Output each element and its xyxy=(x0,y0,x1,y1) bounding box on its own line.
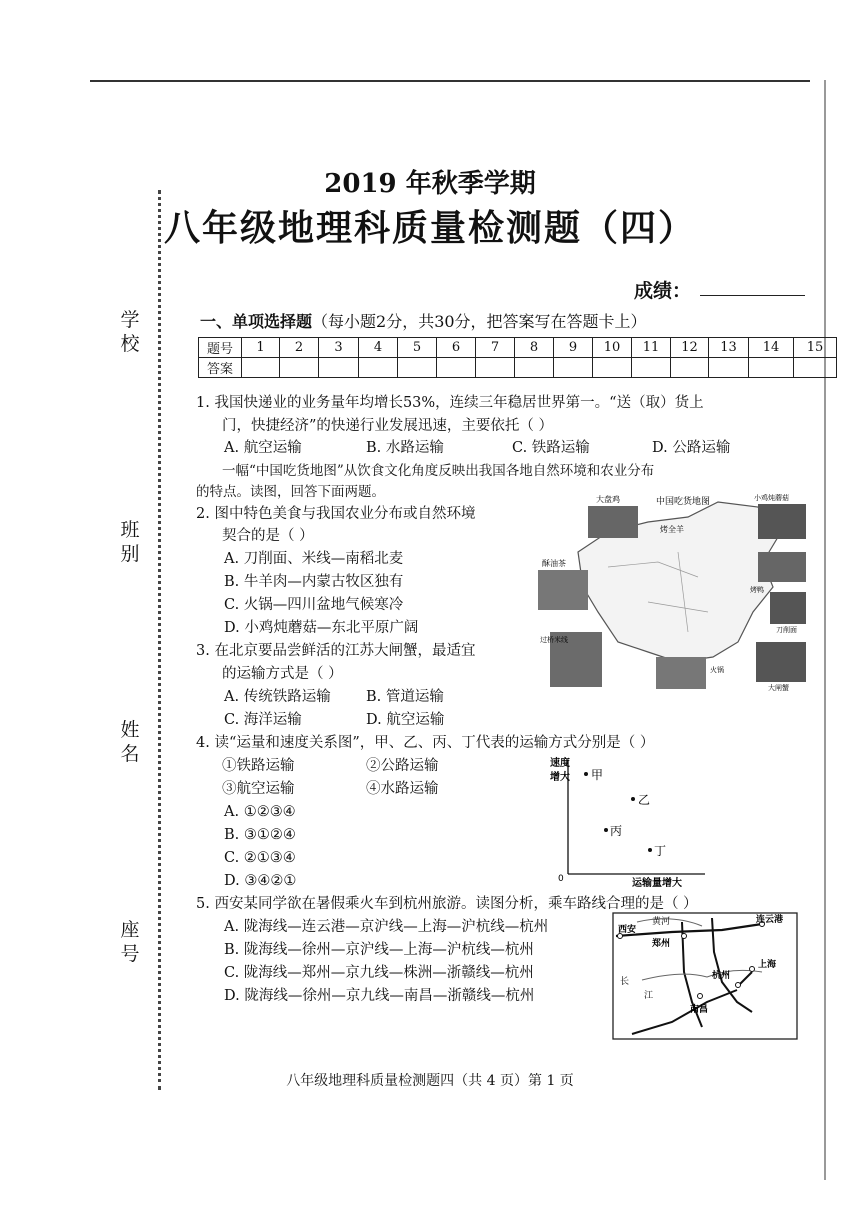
side-label-seat: 座号 xyxy=(120,919,140,965)
point-label: 丁 xyxy=(654,844,667,858)
q4-choice-3: ③航空运输 xyxy=(222,781,295,797)
point-label: 丙 xyxy=(610,824,623,838)
q3-stem-line2: 的运输方式是（ ） xyxy=(222,666,343,682)
answer-cell[interactable] xyxy=(359,358,398,378)
speed-volume-svg xyxy=(540,752,720,892)
answer-table-row-label: 答案 xyxy=(199,358,242,378)
answer-table-number: 2 xyxy=(280,338,319,358)
q2-option-b: B. 牛羊肉—内蒙古牧区独有 xyxy=(224,574,404,590)
q5-option-c: C. 陇海线—郑州—京九线—株洲—浙赣线—杭州 xyxy=(224,965,534,981)
map-label: 江 xyxy=(644,991,654,1001)
food-label: 酥油茶 xyxy=(542,559,566,568)
railway-map xyxy=(612,912,798,1040)
q5-stem: 5. 西安某同学欲在暑假乘火车到杭州旅游。读图分析，乘车路线合理的是（ ） xyxy=(196,896,698,912)
q4-option-b: B. ③①②④ xyxy=(224,827,296,843)
q2-option-d: D. 小鸡炖蘑菇—东北平原广阔 xyxy=(224,620,419,636)
y-axis-label-line1: 速度 xyxy=(550,758,570,769)
answer-table-number: 4 xyxy=(359,338,398,358)
map-label: 黄河 xyxy=(652,917,671,927)
q5-option-a: A. 陇海线—连云港—京沪线—上海—沪杭线—杭州 xyxy=(224,919,549,935)
answer-cell[interactable] xyxy=(749,358,794,378)
food-label: 大闸蟹 xyxy=(768,684,789,692)
q4-choice-4: ④水路运输 xyxy=(366,781,439,797)
food-label: 小鸡炖蘑菇 xyxy=(754,494,789,502)
butter-tea-photo xyxy=(538,570,588,610)
answer-table-number: 13 xyxy=(709,338,749,358)
q4-option-d: D. ③④②① xyxy=(224,873,297,889)
q4-option-a: A. ①②③④ xyxy=(224,804,296,820)
answer-cell[interactable] xyxy=(671,358,709,378)
top-rule xyxy=(90,80,810,82)
q1-option-c: C. 铁路运输 xyxy=(512,440,590,456)
roast-duck-photo xyxy=(758,552,806,582)
point-jia xyxy=(584,772,588,776)
answer-table-number: 6 xyxy=(437,338,476,358)
answer-cell[interactable] xyxy=(242,358,280,378)
food-label: 过桥米线 xyxy=(540,636,568,644)
crab-photo xyxy=(756,642,806,682)
point-label: 甲 xyxy=(591,768,604,782)
exam-title: 八年级地理科质量检测题（四） xyxy=(163,207,696,249)
section-note: （每小题2分，共30分，把答案写在答题卡上） xyxy=(312,312,647,331)
knife-noodles-photo xyxy=(770,592,806,624)
answer-table-number: 7 xyxy=(476,338,515,358)
q1-stem-line1: 1. 我国快递业的业务量年均增长53%，连续三年稳居世界第一。“送（取）货上 xyxy=(196,395,704,411)
chicken-mushroom-photo xyxy=(758,504,806,539)
answer-table xyxy=(198,337,837,378)
side-label-class: 班别 xyxy=(120,519,140,565)
q3-option-d: D. 航空运输 xyxy=(366,712,445,728)
q1-option-d: D. 公路运输 xyxy=(652,440,731,456)
answer-cell[interactable] xyxy=(437,358,476,378)
speed-volume-diagram xyxy=(540,752,720,892)
map-label: 长 xyxy=(620,977,630,987)
q1-stem-line2: 门，快捷经济”的快递行业发展迅速，主要依托（ ） xyxy=(222,418,554,434)
answer-table-number: 3 xyxy=(319,338,359,358)
score-label: 成绩： xyxy=(634,280,692,302)
answer-cell[interactable] xyxy=(476,358,515,378)
dapanji-photo xyxy=(588,506,638,538)
nanchang-dot xyxy=(698,994,703,999)
food-label: 大盘鸡 xyxy=(596,495,620,504)
q2-option-c: C. 火锅—四川盆地气候寒冷 xyxy=(224,597,404,613)
score-blank[interactable] xyxy=(700,295,805,296)
answer-table-number: 12 xyxy=(671,338,709,358)
hotpot-photo xyxy=(656,657,706,689)
answer-table-answer-row xyxy=(199,358,837,378)
q4-stem: 4. 读“运量和速度关系图”，甲、乙、丙、丁代表的运输方式分别是（ ） xyxy=(196,735,655,751)
answer-cell[interactable] xyxy=(280,358,319,378)
answer-cell[interactable] xyxy=(554,358,593,378)
intro-line1: 一幅“中国吃货地图”从饮食文化角度反映出我国各地自然环境和农业分布 xyxy=(222,463,655,479)
map-label: 杭州 xyxy=(712,971,731,981)
map-label: 上海 xyxy=(758,960,777,970)
answer-table-row-label: 题号 xyxy=(199,338,242,358)
answer-cell[interactable] xyxy=(794,358,837,378)
q4-choice-1: ①铁路运输 xyxy=(222,758,295,774)
y-axis-label-line2: 增大 xyxy=(550,772,570,783)
answer-cell[interactable] xyxy=(632,358,671,378)
q3-option-c: C. 海洋运输 xyxy=(224,712,302,728)
answer-cell[interactable] xyxy=(593,358,632,378)
page-footer: 八年级地理科质量检测题四（共 4 页）第 1 页 xyxy=(286,1073,574,1089)
answer-table-number: 15 xyxy=(794,338,837,358)
answer-cell[interactable] xyxy=(515,358,554,378)
binding-dotted-line xyxy=(158,190,161,1090)
origin-label: 0 xyxy=(558,874,564,884)
point-label: 乙 xyxy=(638,793,651,807)
answer-cell[interactable] xyxy=(319,358,359,378)
answer-table-number: 5 xyxy=(398,338,437,358)
q1-option-b: B. 水路运输 xyxy=(366,440,444,456)
hangzhou-dot xyxy=(736,983,741,988)
q1-option-a: A. 航空运输 xyxy=(224,440,302,456)
side-label-name: 姓名 xyxy=(120,719,140,765)
answer-cell[interactable] xyxy=(398,358,437,378)
map-label: 郑州 xyxy=(652,939,671,949)
food-map-title: 中国吃货地图 xyxy=(656,497,711,507)
intro-line2: 的特点。读图，回答下面两题。 xyxy=(196,484,385,500)
answer-table-number: 8 xyxy=(515,338,554,358)
q2-stem-line1: 2. 图中特色美食与我国农业分布或自然环境 xyxy=(196,506,476,522)
exam-term: 2019 年秋季学期 xyxy=(324,169,536,199)
q3-option-a: A. 传统铁路运输 xyxy=(224,689,331,705)
q4-option-c: C. ②①③④ xyxy=(224,850,296,866)
food-label: 刀削面 xyxy=(776,626,797,634)
map-label: 连云港 xyxy=(756,915,784,925)
q5-option-d: D. 陇海线—徐州—京九线—南昌—浙赣线—杭州 xyxy=(224,988,535,1004)
answer-table-number: 9 xyxy=(554,338,593,358)
q3-option-b: B. 管道运输 xyxy=(366,689,444,705)
railway-map-svg xyxy=(612,912,798,1040)
answer-table-number: 14 xyxy=(749,338,794,358)
answer-table-number: 11 xyxy=(632,338,671,358)
map-label: 西安 xyxy=(618,925,637,935)
answer-table-number: 10 xyxy=(593,338,632,358)
x-axis-label: 运输量增大 xyxy=(632,878,682,889)
china-food-map-svg xyxy=(538,492,810,692)
point-bing xyxy=(604,828,608,832)
q2-option-a: A. 刀削面、米线—南稻北麦 xyxy=(224,551,404,567)
q5-option-b: B. 陇海线—徐州—京沪线—上海—沪杭线—杭州 xyxy=(224,942,534,958)
point-ding xyxy=(648,848,652,852)
map-label: 南昌 xyxy=(690,1005,709,1015)
side-label-school: 学校 xyxy=(120,309,140,355)
zhengzhou-dot xyxy=(682,934,687,939)
section-title: 一、单项选择题 xyxy=(200,312,313,331)
food-label: 烤全羊 xyxy=(660,525,684,534)
point-yi xyxy=(631,797,635,801)
section-heading xyxy=(200,309,647,332)
china-food-map xyxy=(538,492,810,692)
food-label: 火锅 xyxy=(710,666,724,674)
shanghai-dot xyxy=(750,967,755,972)
answer-cell[interactable] xyxy=(709,358,749,378)
q2-stem-line2: 契合的是（ ） xyxy=(222,528,314,544)
answer-table-number: 1 xyxy=(242,338,280,358)
q3-stem-line1: 3. 在北京要品尝鲜活的江苏大闸蟹，最适宜 xyxy=(196,643,476,659)
food-label: 烤鸭 xyxy=(750,586,764,594)
q4-choice-2: ②公路运输 xyxy=(366,758,439,774)
answer-table-number-row xyxy=(199,338,837,358)
